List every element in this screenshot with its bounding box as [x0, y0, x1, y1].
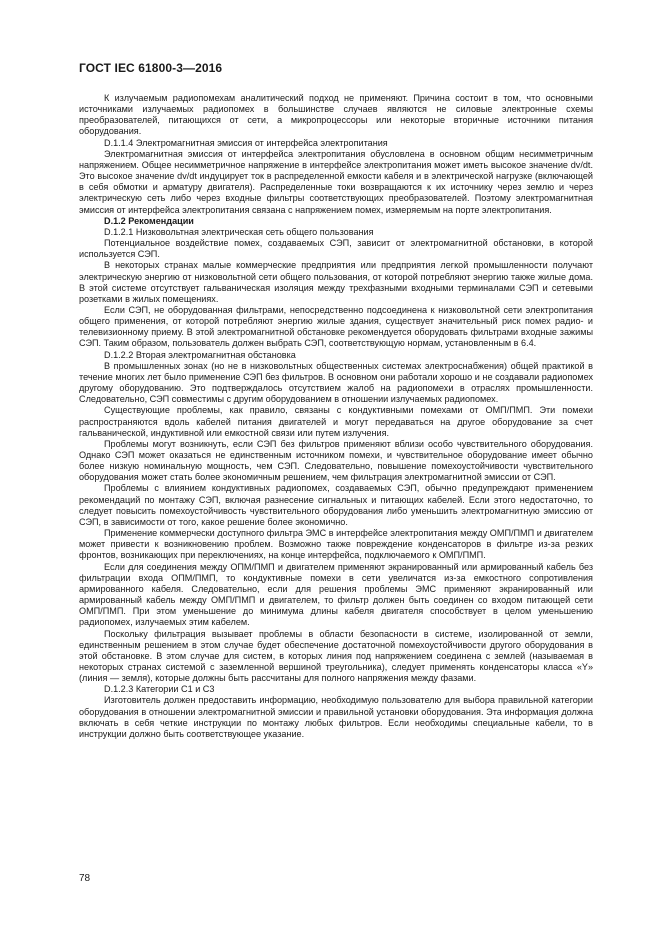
- paragraph: Проблемы могут возникнуть, если СЭП без фильтров применяют вблизи особо чувствительного оборудования. Однако СЭП может оказаться не единственным источником помехи, и чувствительное оборудование имеет обычно более низкую номинальную мощность, чем СЭП. Следовательно, повышение помехоустойчивости чувствительного оборудования может стать более экономичным решением, чем фильтрация электромагнитной эмиссии от СЭП.: [79, 438, 593, 483]
- paragraph: Существующие проблемы, как правило, связаны с кондуктивными помехами от ОМП/ПМП. Эти помехи распространяются вдоль кабелей питания двигателей и могут передаваться на другое оборудование за счет гальванической, индуктивной или емкостной связи или путем излучения.: [79, 405, 593, 438]
- paragraph: Поскольку фильтрация вызывает проблемы в области безопасности в системе, изолированной от земли, единственным решением в этом случае будет обеспечение достаточной помехоустойчивости другого оборудования в этой обстановке. В этом случае для систем, в которых линия под напряжением соединена с землей (называемая в некоторых странах системой с заземленной вершиной треугольника), следует применять конденсаторы класса «Y» (линия — земля), которые должны быть рассчитаны для полного напряжения между фазами.: [79, 628, 593, 684]
- paragraph: Изготовитель должен предоставить информацию, необходимую пользователю для выбора правильной категории оборудования в отношении электромагнитной эмиссии и правильной установки оборудования. Эта информация должна включать в себя четкие инструкции по монтажу любых фильтров. Если необходимы специальные кабели, то в инструкции должно быть соответствующее указание.: [79, 695, 593, 739]
- section-heading-d121: D.1.2.1 Низковольтная электрическая сеть общего пользования: [104, 226, 374, 237]
- page-number: 78: [79, 873, 91, 884]
- section-heading-d12: D.1.2 Рекомендации: [104, 215, 194, 226]
- section-heading-d122: D.1.2.2 Вторая электромагнитная обстановка: [104, 349, 296, 360]
- paragraph: Если СЭП, не оборудованная фильтрами, непосредственно подсоединена к низковольтной сети электропитания общего применения, от которой потребляют энергию жилые здания, существует значительный риск помех радио- и телевизионному приему. В этой электромагнитной обстановке рекомендуется оборудовать фильтрами входные зажимы СЭП. Таким образом, пользователь должен выбрать СЭП, соответствующую нормам, установленным в 6.4.: [79, 304, 593, 349]
- paragraph: Применение коммерчески доступного фильтра ЭМС в интерфейсе электропитания между ОМП/ПМП и двигателем может привести к возникновению проблем. Возможно также повреждение конденсаторов в фильтре из-за резких фронтов, возникающих при переключениях, на конце интерфейса, подключаемого к ОМП/ПМП.: [79, 528, 593, 561]
- page-header-title: ГОСТ IEC 61800-3—2016: [79, 61, 223, 75]
- paragraph: Электромагнитная эмиссия от интерфейса электропитания обусловлена в основном общим несимметричным напряжением. Общее несимметричное напряжение в интерфейсе электропитания может иметь высокое значение dv/dt. Это высокое значение dv/dt индуцирует ток в распределенной емкости кабеля и в электрической нагрузке (включающей в себя обмотки и арматуру двигателя). Распределенные токи возвращаются к их источнику через землю и через электрическую сеть либо через входные фильтры соответствующих преобразователей. Поэтому электромагнитная эмиссия от интерфейса электропитания связана с напряжением помех, измеряемым на порте электропитания.: [79, 148, 593, 215]
- paragraph: Проблемы с влиянием кондуктивных радиопомех, создаваемых СЭП, обычно предупреждают применением рекомендаций по монтажу СЭП, включая разнесение сигнальных и питающих кабелей. Если этого недостаточно, то следует повысить помехоустойчивость чувствительного оборудования либо уменьшить электромагнитную эмиссию от СЭП, в зависимости от того, какое решение более экономично.: [79, 483, 593, 527]
- paragraph: Если для соединения между ОПМ/ПМП и двигателем применяют экранированный или армированный кабель без фильтрации входа ОПМ/ПМП, то кондуктивные помехи в сети увеличатся из-за емкостного сопротивления армированного кабеля. Следовательно, если для решения проблемы ЭМС применяют экранированный или армированный кабель между ОМП/ПМП и двигателем, то фильтр должен быть соединен со входом питающей сети ОМП/ПМП. При этом уменьшение до минимума длины кабеля двигателя способствует в целом уменьшению радиопомех, излучаемых этим кабелем.: [79, 561, 593, 628]
- paragraph: К излучаемым радиопомехам аналитический подход не применяют. Причина состоит в том, что основными источниками излучаемых радиопомех в большинстве случаев являются не силовые электронные схемы преобразователей, питающихся от сети, а микропроцессоры или некоторые вторичные источники питания оборудования.: [79, 93, 593, 137]
- paragraph: В промышленных зонах (но не в низковольтных общественных системах электроснабжения) общей практикой в течение многих лет было применение СЭП без фильтров. В основном они работали хорошо и не создавали радиопомех другому оборудованию. Это подтверждалось отсутствием жалоб на радиопомехи в отраслях промышленности. Следовательно, СЭП совместимы с другим оборудованием в отношении излучаемых радиопомех.: [79, 360, 593, 405]
- document-body: [79, 93, 593, 740]
- paragraph: В некоторых странах малые коммерческие предприятия или предприятия легкой промышленности получают электрическую энергию от низковольтной сети общего пользования, от которой потребляют энергию также жилые дома. В этой системе отсутствует гальваническая изоляция между трехфазными входными терминалами СЭП и сетевыми розетками в жилых помещениях.: [79, 260, 593, 304]
- paragraph: Потенциальное воздействие помех, создаваемых СЭП, зависит от электромагнитной обстановки, в которой используется СЭП.: [79, 238, 593, 260]
- section-heading-d123: D.1.2.3 Категории С1 и С3: [104, 684, 215, 695]
- section-heading-d114: D.1.1.4 Электромагнитная эмиссия от интерфейса электропитания: [104, 137, 388, 148]
